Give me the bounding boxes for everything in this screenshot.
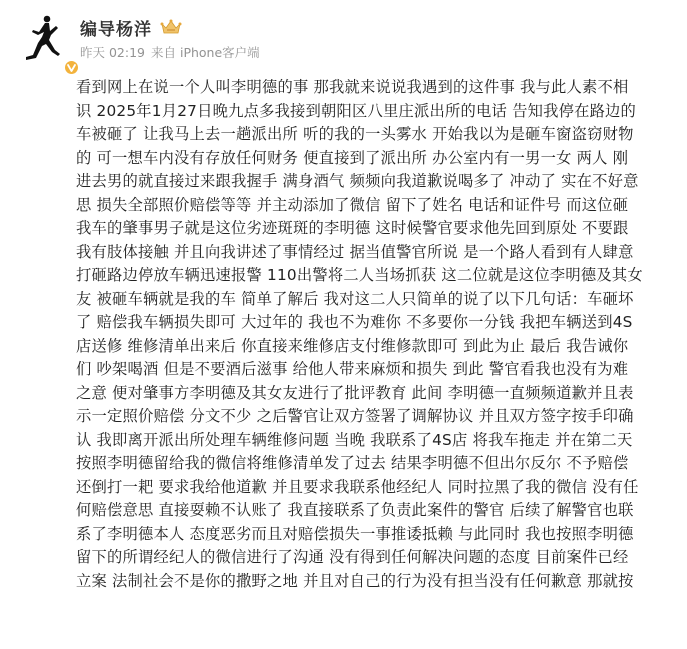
post-source: 来自 iPhone客户端	[151, 45, 260, 60]
post-line: 进去男的就直接过来跟我握手 满身酒气 频频向我道歉说喝多了 冲动了 实在不好意	[76, 172, 639, 190]
post-line: 我车的肇事男子就是这位劣迹斑斑的李明德 这时候警官要求他先回到原处 不要跟	[76, 219, 629, 237]
post-body	[76, 76, 672, 593]
verified-badge	[63, 59, 80, 76]
post-line: 友 被砸车辆就是我的车 简单了解后 我对这二人只简单的说了以下几句话：车砸坏	[76, 289, 634, 308]
post-line: 留下的所谓经纪人的微信进行了沟通 没有得到任何解决问题的态度 目前案件已经	[76, 548, 629, 566]
username[interactable]: 编导杨洋	[80, 19, 152, 40]
post-line: 还倒打一耙 要求我给他道歉 并且要求我联系他经纪人 同时拉黑了我的微信 没有任	[76, 477, 639, 496]
post-time: 昨天 02:19	[80, 45, 145, 60]
post-line: 车被砸了 让我马上去一趟派出所 听的我的一头雾水 开始我以为是砸车窗盗窃财物	[76, 125, 634, 143]
post-line: 认 我即离开派出所处理车辆维修问题 当晚 我联系了4S店 将我车拖走 并在第二天	[76, 430, 633, 449]
post-header	[0, 0, 687, 72]
post-line: 的 可一想车内没有存放任何财务 便直接到了派出所 办公室内有一男一女 两人 刚	[76, 148, 629, 167]
post-line: 打砸路边停放车辆迅速报警 110出警将二人当场抓获 这二位就是这位李明德及其女	[76, 266, 643, 284]
username-row	[80, 14, 182, 40]
post-line: 识 2025年1月27日晚九点多我接到朝阳区八里庄派出所的电话 告知我停在路边的	[76, 101, 637, 120]
avatar[interactable]	[14, 10, 70, 66]
verified-v-icon	[65, 61, 78, 74]
post-line: 立案 法制社会不是你的撒野之地 并且对自己的行为没有担当没有任何歉意 那就按	[76, 571, 634, 590]
post-line: 按照李明德留给我的微信将维修清单发了过去 结果李明德不但出尔反尔 不予赔偿	[76, 454, 629, 472]
post-line: 看到网上在说一个人叫李明德的事 那我就来说说我遇到的这件事 我与此人素不相	[76, 78, 629, 96]
post-line: 们 吵架喝酒 但是不要酒后滋事 给他人带来麻烦和损失 到此 警官看我也没有为难	[76, 360, 629, 378]
post-line: 思 损失全部照价赔偿等等 并主动添加了微信 留下了姓名 电话和证件号 而这位砸	[76, 195, 629, 214]
post-line: 店送修 维修清单出来后 你直接来维修店支付维修款即可 到此为止 最后 我告诫你	[76, 336, 629, 355]
post-line: 系了李明德本人 态度恶劣而且对赔偿损失一事推诿抵赖 与此同时 我也按照李明德	[76, 524, 634, 543]
post-meta	[80, 43, 260, 61]
post-line: 了 赔偿我车辆损失即可 大过年的 我也不为难你 不多要你一分钱 我把车辆送到4S	[76, 313, 633, 331]
post-line: 之意 便对肇事方李明德及其女友进行了批评教育 此间 李明德一直频频道歉并且表	[76, 383, 634, 402]
post-line: 何赔偿意思 直接耍赖不认账了 我直接联系了负责此案件的警官 后续了解警官也联	[76, 501, 634, 519]
jumpman-logo-icon	[14, 10, 70, 66]
post-line: 我有肢体接触 并且向我讲述了事情经过 据当值警官所说 是一个路人看到有人肆意	[76, 242, 634, 261]
post-line: 示一定照价赔偿 分文不少 之后警官让双方签署了调解协议 并且双方签字按手印确	[76, 407, 634, 425]
vip-crown-icon[interactable]	[160, 18, 182, 36]
